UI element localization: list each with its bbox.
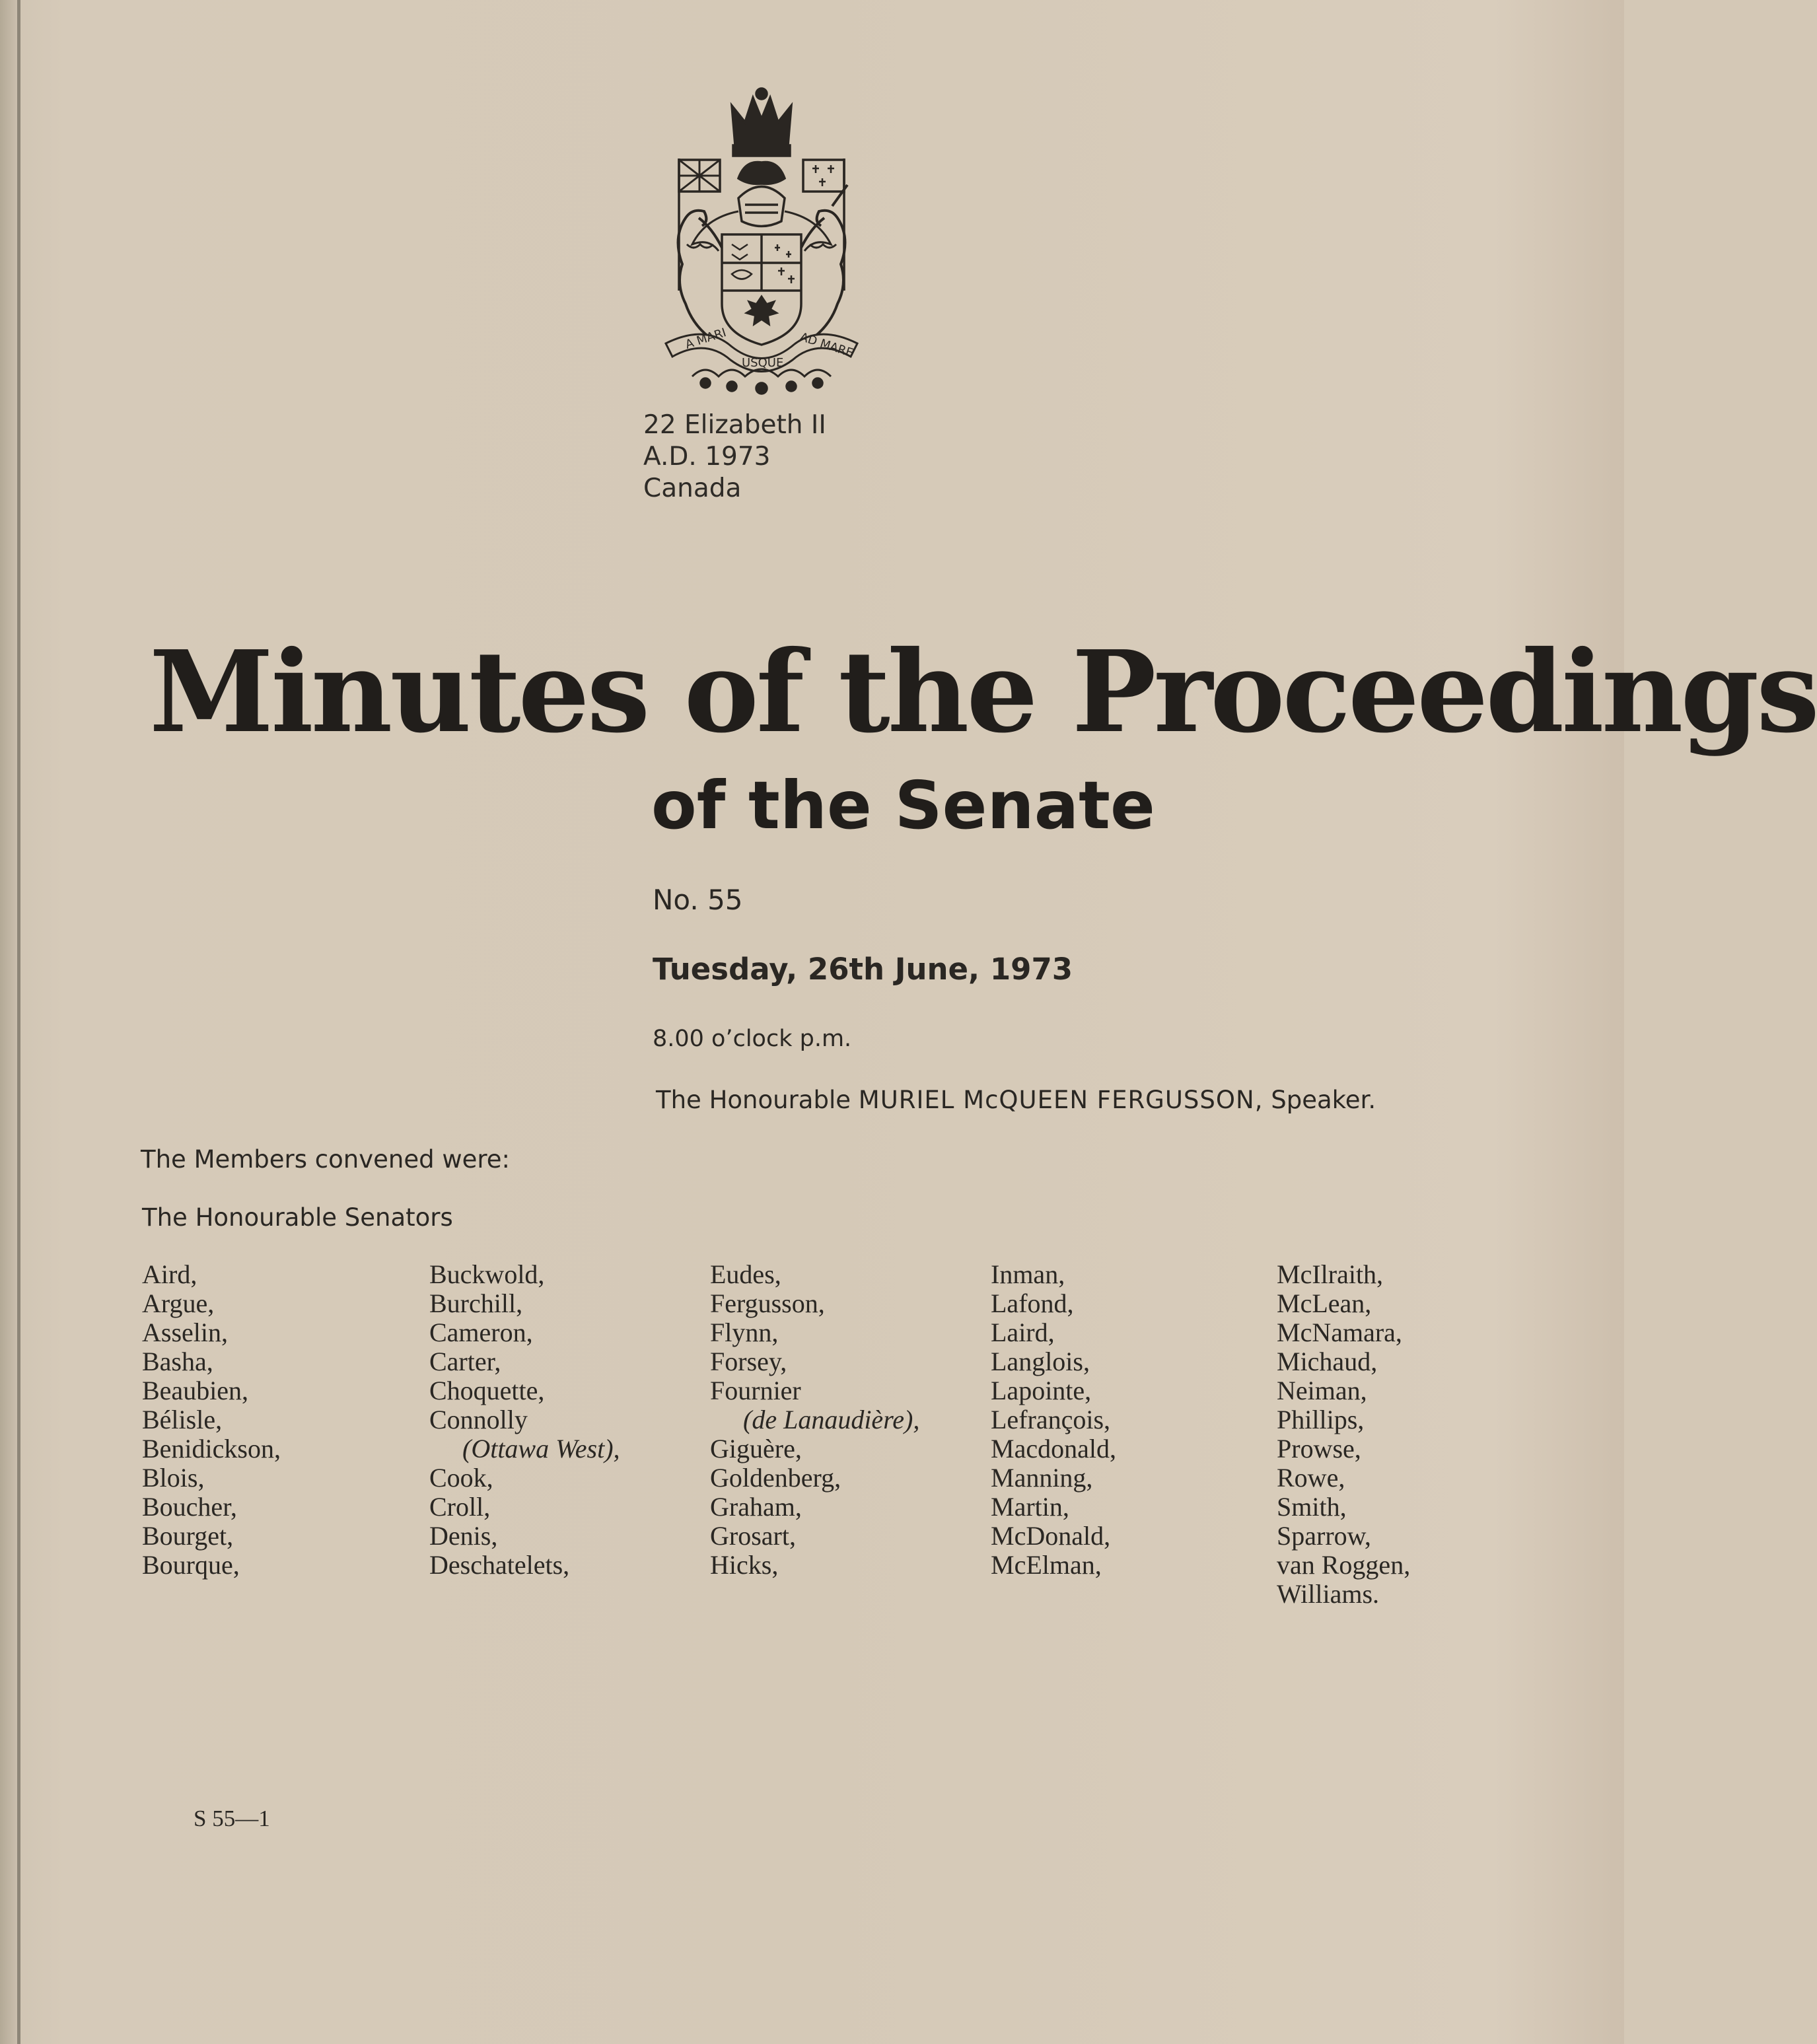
senator-name: Basha, — [142, 1347, 213, 1376]
crest-motto-right: AD MARE — [798, 330, 855, 361]
senator-name: Croll, — [429, 1492, 491, 1522]
binding-shadow — [0, 0, 17, 2044]
senator-name: Bourque, — [142, 1550, 240, 1580]
senator-name: Bélisle, — [142, 1405, 223, 1434]
regnal-year: 22 Elizabeth II — [643, 410, 826, 440]
senator-riding — [710, 1405, 919, 1434]
senator-name: Carter, — [429, 1347, 501, 1376]
senator-name: Connolly — [429, 1405, 528, 1434]
senators-heading: The Honourable Senators — [142, 1203, 453, 1232]
senator-name: Michaud, — [1277, 1347, 1378, 1376]
senator-name: Benidickson, — [142, 1434, 281, 1463]
senator-riding-text: (Ottawa West), — [462, 1434, 620, 1463]
speaker-title: Speaker. — [1271, 1086, 1376, 1114]
speaker-name: MURIEL McQUEEN FERGUSSON, — [858, 1086, 1264, 1114]
senator-name: McNamara, — [1277, 1318, 1402, 1347]
senator-name: Lapointe, — [991, 1376, 1092, 1405]
document-title: Minutes of the Proceedings — [149, 626, 1817, 758]
senator-name: Flynn, — [710, 1318, 779, 1347]
sitting-date: Tuesday, 26th June, 1973 — [653, 952, 1073, 987]
senator-name: Choquette, — [429, 1376, 545, 1405]
sitting-time: 8.00 o’clock p.m. — [653, 1026, 852, 1052]
document-subtitle: of the Senate — [651, 767, 1155, 844]
senator-name: McLean, — [1277, 1288, 1372, 1318]
senator-name: Forsey, — [710, 1347, 787, 1376]
senator-name: Beaubien, — [142, 1376, 249, 1405]
speaker-line — [656, 1084, 1376, 1116]
senator-name: Phillips, — [1277, 1405, 1365, 1434]
senator-name: Goldenberg, — [710, 1463, 841, 1493]
senator-name: McIlraith, — [1277, 1259, 1384, 1289]
senator-name: Argue, — [142, 1288, 215, 1318]
senator-name: Langlois, — [991, 1347, 1090, 1376]
crest-motto-left: A MARI — [684, 326, 729, 352]
senator-list — [0, 1260, 1624, 1630]
page-reference: S 55—1 — [194, 1806, 270, 1831]
regnal-year-block — [643, 409, 826, 505]
crest-motto-center: USQUE — [742, 356, 784, 370]
senator-column-3 — [710, 1260, 919, 1580]
senator-name: Inman, — [991, 1259, 1065, 1289]
senator-name: Cameron, — [429, 1318, 533, 1347]
senator-name: Fournier — [710, 1376, 801, 1405]
members-intro: The Members convened were: — [141, 1145, 511, 1174]
senator-name: Aird, — [142, 1259, 197, 1289]
binding-edge — [17, 0, 20, 2044]
senator-name: Buckwold, — [429, 1259, 545, 1289]
senator-column-5 — [1277, 1260, 1410, 1609]
senator-riding-text: (de Lanaudière), — [743, 1405, 920, 1434]
calendar-year: A.D. 1973 — [643, 442, 771, 472]
senator-name: Asselin, — [142, 1318, 228, 1347]
senator-name: McElman, — [991, 1550, 1102, 1580]
senator-name: Graham, — [710, 1492, 802, 1522]
senator-name: Boucher, — [142, 1492, 237, 1522]
senator-name: Grosart, — [710, 1521, 796, 1551]
senator-name: Deschatelets, — [429, 1550, 570, 1580]
coat-of-arms-icon — [646, 86, 877, 403]
speaker-prefix: The Honourable — [656, 1086, 851, 1114]
senator-name: Eudes, — [710, 1259, 781, 1289]
senator-name: van Roggen, — [1277, 1550, 1411, 1580]
senator-name: Williams. — [1277, 1579, 1380, 1609]
senator-name: Sparrow, — [1277, 1521, 1371, 1551]
country: Canada — [643, 474, 742, 503]
senator-name: Lafond, — [991, 1288, 1074, 1318]
issue-number: No. 55 — [653, 884, 743, 916]
senator-column-1 — [142, 1260, 281, 1580]
senator-name: Burchill, — [429, 1288, 523, 1318]
senator-name: Denis, — [429, 1521, 498, 1551]
senator-name: Blois, — [142, 1463, 205, 1493]
senator-name: Martin, — [991, 1492, 1069, 1522]
senator-name: Manning, — [991, 1463, 1093, 1493]
senator-name: Macdonald, — [991, 1434, 1116, 1463]
senator-name: Fergusson, — [710, 1288, 825, 1318]
senator-column-2 — [429, 1260, 620, 1580]
senator-name: Hicks, — [710, 1550, 779, 1580]
senator-name: Smith, — [1277, 1492, 1347, 1522]
senator-name: Lefrançois, — [991, 1405, 1111, 1434]
senator-name: Giguère, — [710, 1434, 802, 1463]
senator-name: Bourget, — [142, 1521, 234, 1551]
senator-name: Rowe, — [1277, 1463, 1345, 1493]
senator-riding — [429, 1434, 620, 1463]
senator-name: Prowse, — [1277, 1434, 1361, 1463]
senator-name: Cook, — [429, 1463, 493, 1493]
senator-name: Neiman, — [1277, 1376, 1367, 1405]
senator-name: McDonald, — [991, 1521, 1111, 1551]
senator-column-4 — [991, 1260, 1116, 1580]
senator-name: Laird, — [991, 1318, 1055, 1347]
